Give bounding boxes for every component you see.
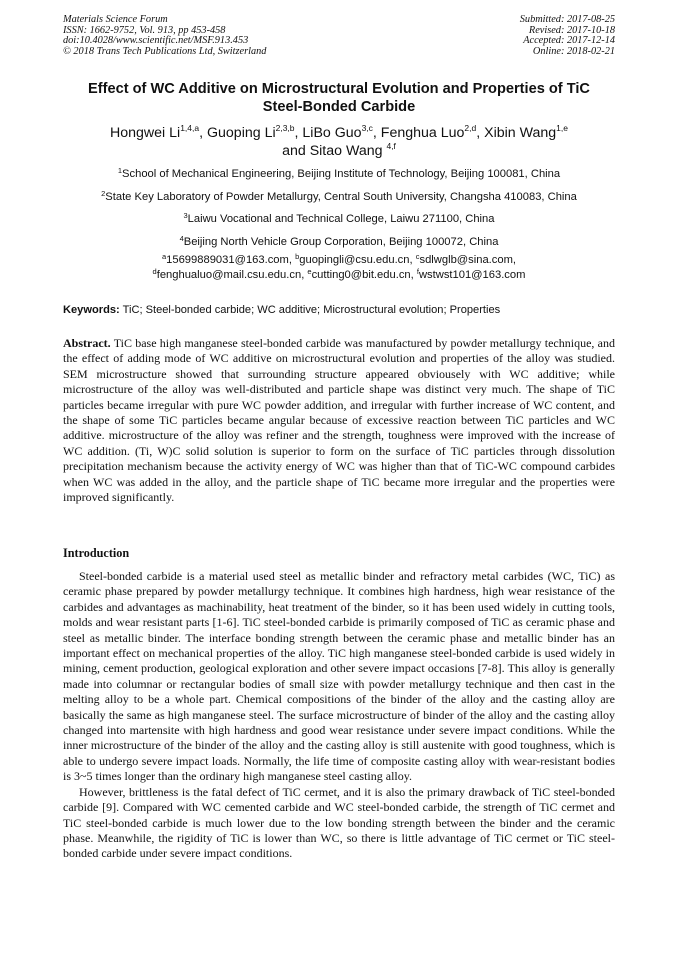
section-heading-introduction: Introduction: [63, 546, 130, 560]
email-key: a: [161, 252, 167, 261]
email-key: b: [295, 252, 300, 261]
author-name: LiBo Guo: [302, 125, 362, 141]
affiliation-item: [40, 210, 638, 233]
affiliation-number: 1: [117, 166, 123, 175]
journal-issn: ISSN: 1662-9752, Vol. 913, pp 453-458: [63, 24, 226, 36]
email-key: e: [307, 267, 312, 276]
title-line-1: Effect of WC Additive on Microstructural Evolution and Properties of TiC: [88, 81, 590, 97]
date-submitted: Submitted: 2017-08-25: [519, 14, 615, 25]
email-address[interactable]: fenghualuo@mail.csu.edu.cn: [156, 269, 302, 281]
introduction-body: [63, 569, 615, 862]
email-address[interactable]: wstwst101@163.com: [418, 269, 526, 281]
affiliation-item: [40, 188, 638, 211]
author-name: Xibin Wang: [484, 125, 557, 141]
journal-name: Materials Science Forum: [63, 14, 168, 25]
email-list: [40, 253, 638, 283]
email-address[interactable]: sdlwglb@sina.com: [419, 254, 513, 266]
affiliation-number: 2: [101, 188, 106, 198]
journal-copyright: © 2018 Trans Tech Publications Ltd, Switzerland: [63, 45, 267, 57]
email-key: f: [416, 267, 419, 276]
email-line-2: $^d$fenghualuo@mail.csu.edu.cn, $^e$cutting0@bit.edu.cn, $^f$wstwst101@163.com: [152, 267, 526, 281]
journal-info: [63, 15, 266, 57]
email-line-1: $^a$15699889031@163.com, $^b$guopingli@csu.edu.cn, $^c$sdlwglb@sina.com,: [161, 252, 517, 266]
journal-doi: doi:10.4028/www.scientific.net/MSF.913.453: [63, 35, 249, 47]
submission-dates: [520, 15, 615, 57]
author-affiliation-mark: 2,d: [464, 123, 477, 133]
affiliation-block: [40, 165, 638, 283]
email-key: c: [415, 252, 420, 261]
date-revised: Revised: 2017-10-18: [528, 24, 615, 36]
abstract: [63, 336, 615, 505]
author-line-1: Hongwei Li$^{1,4,a}$, Guoping Li$^{2,3,b}$, LiBo Guo$^{3,c}$, Fenghua Luo$^{2,d}$, Xibin Wang$^{1,e}$: [109, 123, 568, 141]
email-address[interactable]: 15699889031@163.com: [166, 254, 289, 266]
email-key: d: [152, 267, 157, 276]
author-affiliation-mark: 2,3,b: [275, 123, 295, 133]
affiliation-text: State Key Laboratory of Powder Metallurgy, Central South University, Changsha 410083, China: [105, 190, 577, 203]
paper-title: [40, 80, 638, 116]
abstract-label: Abstract.: [63, 336, 111, 350]
author-connector: and: [282, 143, 306, 159]
author-name: Sitao Wang: [309, 143, 383, 159]
author-line-2: [40, 142, 638, 160]
author-affiliation-mark: 1,4,a: [180, 123, 200, 133]
author-name: Guoping Li: [206, 125, 276, 141]
keywords: [63, 303, 615, 317]
keywords-label: Keywords:: [63, 304, 120, 316]
body-paragraph: However, brittleness is the fatal defect of TiC cermet, and it is also the primary drawback of TiC steel-bonded carbide [9]. Compared with WC cemented carbide and WC steel-bonded carbide, the strength of TiC cermet and TiC steel-bonded carbide is much lower due to the low bonding strength between the binder and the ceramic phase. Meanwhile, the rigidity of TiC is lower than WC, so there is little advantage of TiC cermet or TiC steel-bonded carbide under severe impact conditions.: [63, 784, 615, 861]
title-line-2: Steel-Bonded Carbide: [262, 99, 416, 115]
author-affiliation-mark: 3,c: [361, 123, 373, 133]
author-list: [40, 124, 638, 160]
email-address[interactable]: guopingli@csu.edu.cn: [299, 254, 410, 266]
author-affiliation-mark: 4,f: [386, 141, 396, 151]
keywords-text: TiC; Steel-bonded carbide; WC additive; Microstructural evolution; Properties: [122, 304, 501, 316]
abstract-text: TiC base high manganese steel-bonded carbide was manufactured by powder metallurgy technique, and the effect of adding mode of WC additive on microstructural evolution and properties of the alloy was studied. SEM microstructure showed that surrounding structure appeared obviousely with WC additive; while microstructure of the alloy was well-distributed and particle shape was distinct very much. The shape of TiC particles became irregular with pure WC powder addition, and irregular with further increase of WC content, and the shape of some TiC particles became angular because of excessive reaction between TiC particles and WC additive. microstructure of the alloy was refiner and the strength, toughness were improved with the increase of WC addition. (Ti, W)C solid solution is superior to form on the surface of TiC particles through dissolution precipitation mechanism because the activity energy of WC was higher than that of TiC-WC compound carbides when WC was added in the alloy, and the particle shape of TiC became more irregular and the properties were improved significantly.: [63, 336, 615, 505]
affiliation-number: 4: [179, 233, 184, 243]
date-online: Online: 2018-02-21: [532, 45, 615, 57]
affiliation-number: 3: [183, 211, 188, 220]
email-address[interactable]: cutting0@bit.edu.cn: [311, 269, 411, 281]
affiliation-item: [40, 233, 638, 256]
author-affiliation-mark: 1,e: [556, 123, 568, 133]
affiliation-item: [40, 165, 638, 188]
author-name: Hongwei Li: [109, 125, 181, 141]
affiliation-text: Laiwu Vocational and Technical College, Laiwu 271100, China: [187, 213, 495, 225]
author-name: Fenghua Luo: [380, 125, 465, 141]
body-paragraph: Steel-bonded carbide is a material used steel as metallic binder and refractory metal carbides (WC, TiC) as ceramic phase prepared by powder metallurgy technique. It combines high hardness, high wear resistance of the carbides and advantages as machinability, heat treatment of the binder, so it has been used widely in cutting tools, molds and wear resistant parts [1-6]. TiC steel-bonded carbide is primarily composed of TiC as ceramic phase and steel as metallic binder. The interface bonding strength between the ceramic phase and metallic binder has an important effect on mechanical properties of the alloy. TiC high manganese steel-bonded carbide is used widely in mining, cement production, geological exploration and other severe impact occasions [7-8]. This alloy is generally made into columnar or rectangular bodies of small size with powder metallurgy technique and then cast in the melting alloy to be a whole part. Chemical compositions of the binder of the alloy and the casting alloy are basically the same as high manganese steel. The surface microstructure of binder of the alloy and the casting alloy changed into martensite with high hardness and good wear resistance under severe impact conditions. While the inner microstructure of the binder of the alloy and the casting alloy is still austenite with good toughness, which is able to undergo severe impact loads. Normally, the life time of composite casting alloy with wear-resistant bodies is 3~5 times longer than the ordinary high manganese steel casting alloy.: [63, 569, 615, 784]
affiliation-text: School of Mechanical Engineering, Beijing Institute of Technology, Beijing 100081, China: [122, 168, 561, 180]
date-accepted: Accepted: 2017-12-14: [523, 35, 615, 47]
affiliation-text: Beijing North Vehicle Group Corporation, Beijing 100072, China: [183, 235, 499, 248]
